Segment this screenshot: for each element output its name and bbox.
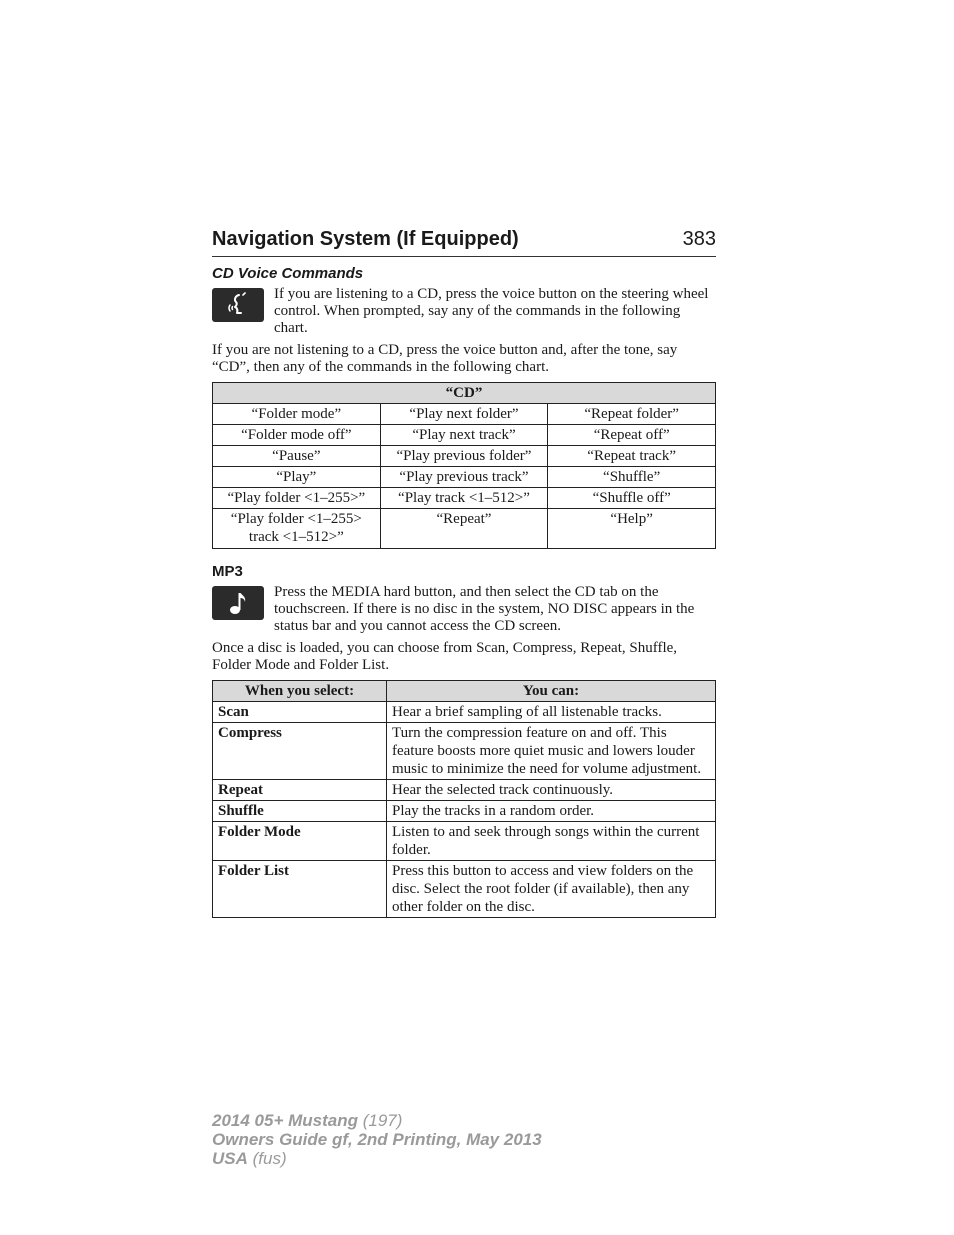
mp3-intro-text: Press the MEDIA hard button, and then select the CD tab on the touchscreen. If there is no disc in the system, NO DISC appears in the status bar and you cannot access the CD screen. <box>274 584 695 634</box>
table-cell: “Pause” <box>213 446 381 467</box>
table-cell: “Play folder <1–255>” <box>213 488 381 509</box>
footer-market: USA <box>212 1149 248 1168</box>
option-label: Repeat <box>213 780 387 801</box>
option-label: Scan <box>213 702 387 723</box>
table-cell: “Play previous folder” <box>380 446 548 467</box>
table-cell: “Shuffle off” <box>548 488 716 509</box>
cd-paragraph: If you are not listening to a CD, press the voice button and, after the tone, say “CD”, then any of the commands in the following chart. <box>212 342 678 375</box>
table-row <box>213 780 716 801</box>
table-cell: “Play previous track” <box>380 467 548 488</box>
table-cell: “Play next folder” <box>380 404 548 425</box>
mp3-paragraph: Once a disc is loaded, you can choose from Scan, Compress, Repeat, Shuffle, Folder Mode and Folder List. <box>212 640 678 673</box>
table-cell: “Play next track” <box>380 425 548 446</box>
table-row <box>213 467 716 488</box>
table-cell: “Repeat off” <box>548 425 716 446</box>
table-cell: “Shuffle” <box>548 467 716 488</box>
table-cell: “Folder mode off” <box>213 425 381 446</box>
cd-commands-table <box>212 382 716 549</box>
table-cell: “Help” <box>548 509 716 549</box>
table-row <box>213 425 716 446</box>
voice-button-icon <box>212 288 264 322</box>
table-row <box>213 509 716 549</box>
mp3-col-select: When you select: <box>213 681 387 702</box>
option-label: Shuffle <box>213 801 387 822</box>
option-label: Folder List <box>213 861 387 918</box>
option-description: Play the tracks in a random order. <box>387 801 716 822</box>
footer-market-code: (fus) <box>252 1149 287 1168</box>
page-content <box>212 228 716 918</box>
table-row <box>213 822 716 861</box>
footer-line-2 <box>212 1130 542 1149</box>
table-cell: “Play” <box>213 467 381 488</box>
option-description: Listen to and seek through songs within the current folder. <box>387 822 716 861</box>
table-cell: “Folder mode” <box>213 404 381 425</box>
page-header <box>212 228 716 257</box>
page-title: Navigation System (If Equipped) <box>212 228 519 250</box>
footer-model-code: (197) <box>362 1111 403 1130</box>
footer-model: 2014 05+ Mustang <box>212 1111 358 1130</box>
option-description: Turn the compression feature on and off. This feature boosts more quiet music and lowers louder music to minimize the need for volume adjustment. <box>387 723 716 780</box>
mp3-intro-row <box>212 584 716 635</box>
option-label: Folder Mode <box>213 822 387 861</box>
table-row <box>213 446 716 467</box>
table-cell: “Play track <1–512>” <box>380 488 548 509</box>
table-cell: “Repeat” <box>380 509 548 549</box>
music-note-icon <box>212 586 264 620</box>
footer-edition: Owners Guide gf, 2nd Printing, May 2013 <box>212 1130 542 1149</box>
cd-intro-row <box>212 286 716 337</box>
table-row <box>213 723 716 780</box>
cd-table-header: “CD” <box>213 383 716 404</box>
option-label: Compress <box>213 723 387 780</box>
table-row <box>213 702 716 723</box>
mp3-section-title: MP3 <box>212 563 243 580</box>
mp3-options-table <box>212 680 716 918</box>
cd-section-title: CD Voice Commands <box>212 265 364 282</box>
option-description: Hear a brief sampling of all listenable tracks. <box>387 702 716 723</box>
table-row <box>213 801 716 822</box>
page-number: 383 <box>682 228 716 250</box>
cd-intro-text: If you are listening to a CD, press the voice button on the steering wheel control. When prompted, say any of the commands in the following chart. <box>274 286 709 336</box>
table-cell: “Repeat track” <box>548 446 716 467</box>
table-cell: “Play folder <1–255> track <1–512>” <box>213 509 381 549</box>
option-description: Hear the selected track continuously. <box>387 780 716 801</box>
mp3-col-can: You can: <box>387 681 716 702</box>
table-row <box>213 488 716 509</box>
option-description: Press this button to access and view folders on the disc. Select the root folder (if available), then any other folder on the disc. <box>387 861 716 918</box>
table-row <box>213 861 716 918</box>
page-footer <box>212 1111 542 1168</box>
table-row <box>213 404 716 425</box>
footer-line-3 <box>212 1149 542 1168</box>
table-cell: “Repeat folder” <box>548 404 716 425</box>
footer-line-1 <box>212 1111 542 1130</box>
